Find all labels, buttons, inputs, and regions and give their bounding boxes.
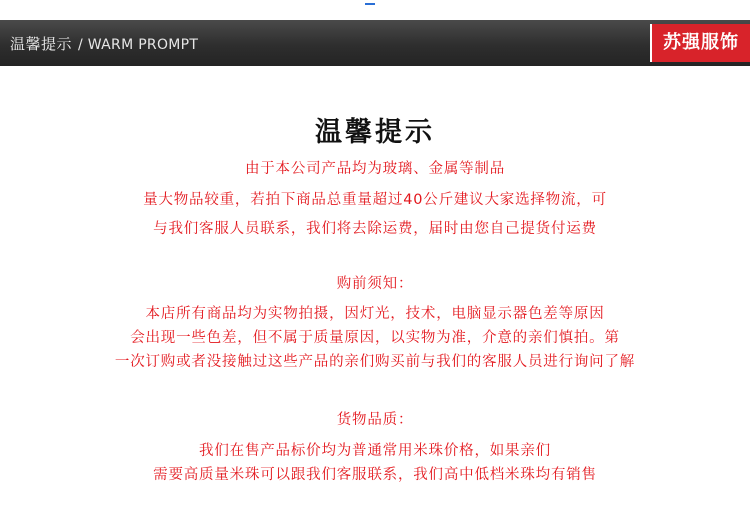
header-title: 温馨提示 bbox=[10, 35, 73, 53]
top-marker bbox=[365, 3, 375, 5]
purchase-line-3: 一次订购或者没接触过这些产品的亲们购买前与我们的客服人员进行询问了解 bbox=[114, 354, 636, 370]
header-subtitle: / WARM PROMPT bbox=[78, 37, 199, 53]
section-heading-purchase: 购前须知： bbox=[336, 276, 414, 292]
purchase-line-2: 会出现一些色差，但不属于质量原因，以实物为准，介意的亲们慎拍。第 bbox=[130, 330, 620, 346]
notice-line-3: 与我们客服人员联系，我们将去除运费，届时由您自己提货付运费 bbox=[153, 221, 597, 237]
header-bar bbox=[0, 20, 750, 66]
quality-line-1: 我们在售产品标价均为普通常用米珠价格，如果亲们 bbox=[199, 443, 551, 459]
purchase-line-1: 本店所有商品均为实物拍摄，因灯光，技术，电脑显示器色差等原因 bbox=[145, 306, 605, 322]
header-title-group bbox=[10, 33, 198, 54]
brand-badge: 苏强服饰 bbox=[650, 24, 750, 62]
notice-line-1: 由于本公司产品均为玻璃、金属等制品 bbox=[244, 161, 506, 177]
notice-line-2: 量大物品较重，若拍下商品总重量超过40公斤建议大家选择物流，可 bbox=[143, 192, 607, 208]
section-heading-quality: 货物品质： bbox=[336, 412, 414, 428]
quality-line-2: 需要高质量米珠可以跟我们客服联系，我们高中低档米珠均有销售 bbox=[153, 467, 597, 483]
page-title: 温馨提示 bbox=[315, 117, 435, 148]
